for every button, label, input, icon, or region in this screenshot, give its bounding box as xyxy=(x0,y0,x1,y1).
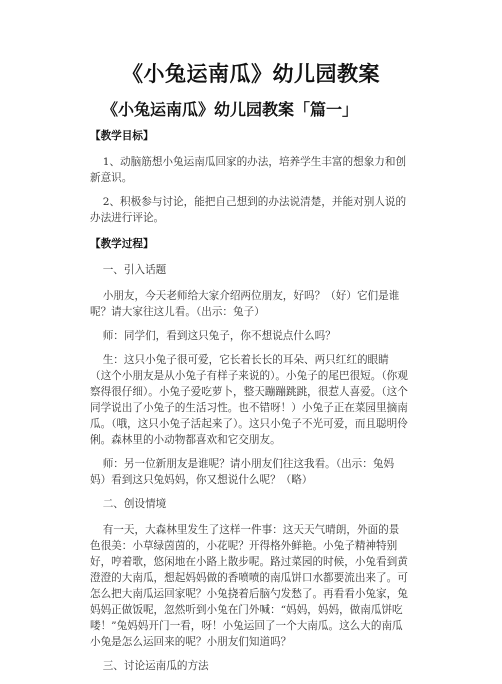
document-body xyxy=(90,128,408,684)
step-2-heading: 二、创设情境 xyxy=(102,498,167,510)
goal-heading: 【教学目标】 xyxy=(90,130,154,142)
paragraph-2: 师：同学们，看到这只兔子，你不想说点什么吗？ xyxy=(102,330,336,342)
goal-item-1: 1、动脑筋想小兔运南瓜回家的办法，培养学生丰富的想象力和创新意识。 xyxy=(90,156,407,184)
goal-item-2: 2、积极参与讨论，能把自己想到的办法说清楚，并能对别人说的办法进行评论。 xyxy=(90,196,407,224)
paragraph-4: 师：另一位新朋友是谁呢？请小朋友们往这我看。（出示：兔妈妈）看到这只兔妈妈，你又想说什么呢？（略） xyxy=(90,458,395,486)
section-title: 《小兔运南瓜》幼儿园教案「篇一」 xyxy=(102,100,359,119)
paragraph-3: 生：这只小兔子很可爱，它长着长长的耳朵、两只红红的眼睛（这个小朋友是从小兔子有样子来说的）。小兔子的尾巴很短。（你观察得很仔细）。小兔子爱吃萝卜，整天蹦蹦跳跳，很惹人喜爱。（这个同学说出了小兔子的生活习性。也不错呀！）小兔子正在菜园里摘南瓜。（哦，这只小兔子活起来了）。这只小兔子不光可爱，而且聪明伶俐。森林里的小动物都喜欢和它交朋友。 xyxy=(90,354,408,446)
process-heading: 【教学过程】 xyxy=(90,238,154,250)
step-3-heading: 三、讨论运南瓜的方法 xyxy=(102,660,209,672)
paragraph-1: 小朋友，今天老师给大家介绍两位朋友，好吗？（好）它们是谁呢？请大家往这儿看。（出示：兔子） xyxy=(90,290,400,318)
paragraph-5: 有一天，大森林里发生了这样一件事：这天天气晴朗，外面的景色很美：小草绿茵茵的，小花呢？开得格外鲜艳。小兔子精神特别好，哼着歌，悠闲地在小路上散步呢。路过菜园的时候，小兔看到黄澄澄的大南瓜，想起妈妈做的香喷喷的南瓜饼口水都要流出来了。可怎么把大南瓜运回家呢？小兔挠着后脑勺发愁了。再看看小兔家，兔妈妈正做饭呢，忽然听到小兔在门外喊：“妈妈，妈妈，做南瓜饼吃喽！”兔妈妈开门一看，呀！小兔运回了一个大南瓜。这么大的南瓜小兔是怎么运回来的呢？小朋友们知道吗？ xyxy=(90,524,408,648)
step-1-heading: 一、引入话题 xyxy=(102,264,167,276)
document-title: 《小兔运南瓜》幼儿园教案 xyxy=(122,61,380,86)
